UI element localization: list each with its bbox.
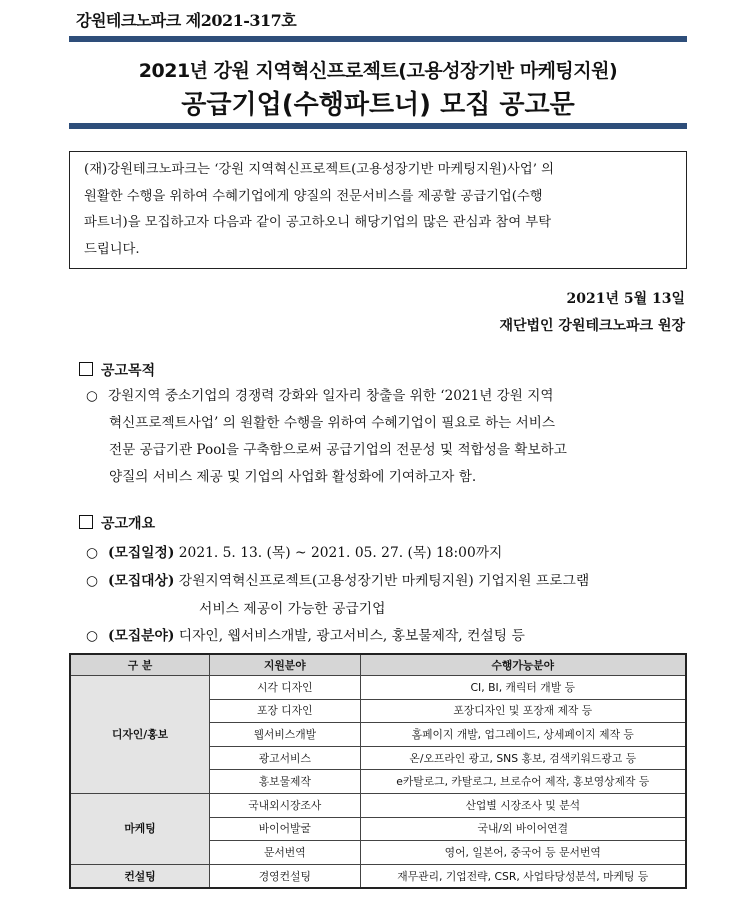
available-scope: 온/오프라인 광고, SNS 홍보, 검색키워드광고 등 [360,746,686,770]
checkbox-square-icon [79,362,93,376]
item-text: 강원지역혁신프로젝트(고용성장기반 마케팅지원) 기업지원 프로그램 [178,573,590,589]
purpose-line [86,383,686,410]
available-scope: 재무관리, 기업전략, CSR, 사업타당성분석, 마케팅 등 [360,864,686,888]
support-field: 국내외시장조사 [210,793,361,817]
title-top-rule [69,36,687,42]
group-marketing: 마케팅 [70,793,210,864]
item-text: 디자인, 웹서비스개발, 광고서비스, 홍보물제작, 컨설팅 등 [178,628,525,644]
purpose-line: 전문 공급기관 Pool을 구축함으로써 공급기업의 전문성 및 적합성을 확보하고 [109,442,567,458]
support-field: 시각 디자인 [210,676,361,700]
table-row [70,864,686,888]
header-support-field: 지원분야 [210,654,361,676]
available-scope: 홈페이지 개발, 업그레이드, 상세페이지 제작 등 [360,723,686,747]
title-line-1: 2021년 강원 지역혁신프로젝트(고용성장기반 마케팅지원) [138,60,618,82]
header-category: 구 분 [70,654,210,676]
support-field: 광고서비스 [210,746,361,770]
document-number: 강원테크노파크 제2021-317호 [76,11,297,30]
support-field: 문서번역 [210,841,361,865]
group-consulting: 컨설팅 [70,864,210,888]
overview-item-schedule [86,541,502,561]
circle-bullet-icon: ○ [86,628,99,644]
circle-bullet-icon: ○ [86,545,99,561]
table-row [70,676,686,700]
signatory: 재단법인 강원테크노파크 원장 [499,318,685,334]
available-scope: 영어, 일본어, 중국어 등 문서번역 [360,841,686,865]
item-label: (모집분야) [108,628,175,644]
title-bottom-rule [69,123,687,129]
announcement-date: 2021년 5월 13일 [566,291,685,307]
section-heading-text: 공고목적 [101,363,156,379]
available-scope: CI, BI, 캐릭터 개발 등 [360,676,686,700]
intro-line: (재)강원테크노파크는 ‘강원 지역혁신프로젝트(고용성장기반 마케팅지원)사업’ 의 [84,162,554,177]
circle-bullet-icon: ○ [86,388,98,404]
recruitment-fields-table [69,653,687,889]
section-heading-text: 공고개요 [101,516,156,532]
group-design-promo: 디자인/홍보 [70,676,210,794]
available-scope: 국내/외 바이어연결 [360,817,686,841]
section-overview-heading [79,513,155,533]
support-field: 경영컨설팅 [210,864,361,888]
intro-line: 원활한 수행을 위하여 수혜기업에게 양질의 전문서비스를 제공할 공급기업(수행 [84,188,543,204]
item-label: (모집일정) [108,545,175,561]
table-row [70,793,686,817]
available-scope: e카탈로그, 카탈로그, 브로슈어 제작, 홍보영상제작 등 [360,770,686,794]
support-field: 웹서비스개발 [210,723,361,747]
overview-item-fields [86,624,525,644]
purpose-paragraph [86,383,686,491]
purpose-text: 강원지역 중소기업의 경쟁력 강화와 일자리 창출을 위한 ‘2021년 강원 지역 [108,388,554,404]
header-available-scope: 수행가능분야 [360,654,686,676]
item-text: 2021. 5. 13. (목) ~ 2021. 05. 27. (목) 18:00까지 [178,545,503,561]
intro-box [69,151,687,269]
support-field: 홍보물제작 [210,770,361,794]
purpose-line: 혁신프로젝트사업’ 의 원활한 수행을 위하여 수혜기업이 필요로 하는 서비스 [109,415,555,431]
title-line-2: 공급기업(수행파트너) 모집 공고문 [181,90,575,120]
circle-bullet-icon: ○ [86,573,99,589]
overview-item-target [86,569,589,589]
section-purpose-heading [79,360,155,380]
available-scope: 산업별 시장조사 및 분석 [360,793,686,817]
item-label: (모집대상) [108,573,175,589]
available-scope: 포장디자인 및 포장재 제작 등 [360,699,686,723]
intro-line: 드립니다. [84,241,140,257]
overview-item-target-continued: 서비스 제공이 가능한 공급기업 [199,601,386,617]
checkbox-square-icon [79,515,93,529]
support-field: 포장 디자인 [210,699,361,723]
purpose-line: 양질의 서비스 제공 및 기업의 사업화 활성화에 기여하고자 함. [109,469,477,485]
support-field: 바이어발굴 [210,817,361,841]
intro-line: 파트너)을 모집하고자 다음과 같이 공고하오니 해당기업의 많은 관심과 참여 부탁 [84,215,552,230]
table-header-row [70,654,686,676]
